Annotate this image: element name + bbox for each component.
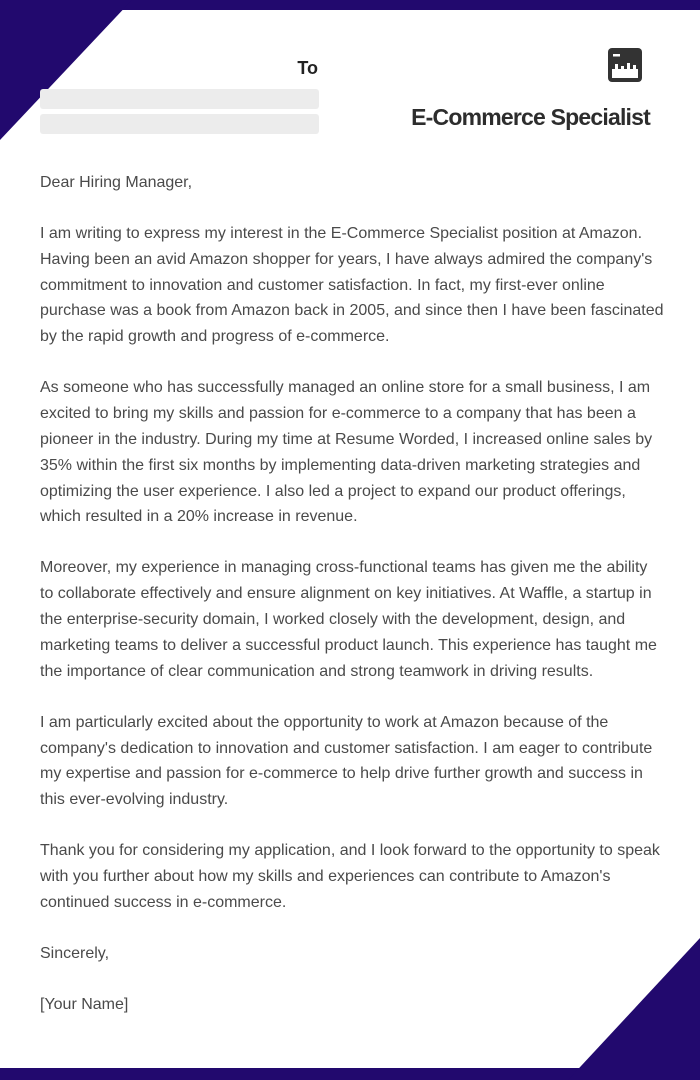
letter-paragraph: Moreover, my experience in managing cross-functional teams has given me the ability to collaborate effectively and ensure alignment on key initiatives. At Waffle, a startup in the enterprise-security domain, I worked closely with the development, design, and marketing teams to deliver a successful product launch. This experience has taught me the importance of clear communication and strong teamwork in driving results. [40, 559, 657, 680]
job-title-heading: E-Commerce Specialist [411, 104, 650, 130]
letter-paragraph: Thank you for considering my application, and I look forward to the opportunity to speak with you further about how my skills and experiences can contribute to Amazon's continued success in e-commerce. [40, 842, 660, 911]
recipient-placeholder-line-1 [40, 89, 319, 109]
recipient-label: To [297, 58, 318, 78]
recipient-placeholder-line-2 [40, 114, 319, 134]
letter-body [40, 170, 665, 1018]
closing: Sincerely, [40, 944, 110, 962]
letter-paragraph: As someone who has successfully managed an online store for a small business, I am excited to bring my skills and passion for e-commerce to a company that has been a pioneer in the industry. During my time at Resume Worded, I increased online sales by 35% within the first six months by implementing data-driven marketing strategies and optimizing the user experience. I also led a project to expand our product offerings, which resulted in a 20% increase in revenue. [40, 379, 653, 526]
letter-paragraph: I am particularly excited about the opportunity to work at Amazon because of the company's dedication to innovation and customer satisfaction. I am eager to contribute my expertise and passion for e-commerce to help drive further growth and success in this ever-evolving industry. [40, 713, 653, 809]
signature-name: [Your Name] [40, 996, 129, 1013]
store-icon [606, 46, 644, 84]
letter-paragraph: I am writing to express my interest in the E-Commerce Specialist position at Amazon. Having been an avid Amazon shopper for years, I have always admired the company's commitment to innovation and customer satisfaction. In fact, my first-ever online purchase was a book from Amazon back in 2005, and since then I have been fascinated by the rapid growth and progress of e-commerce. [40, 225, 664, 346]
greeting: Dear Hiring Manager, [40, 174, 193, 191]
